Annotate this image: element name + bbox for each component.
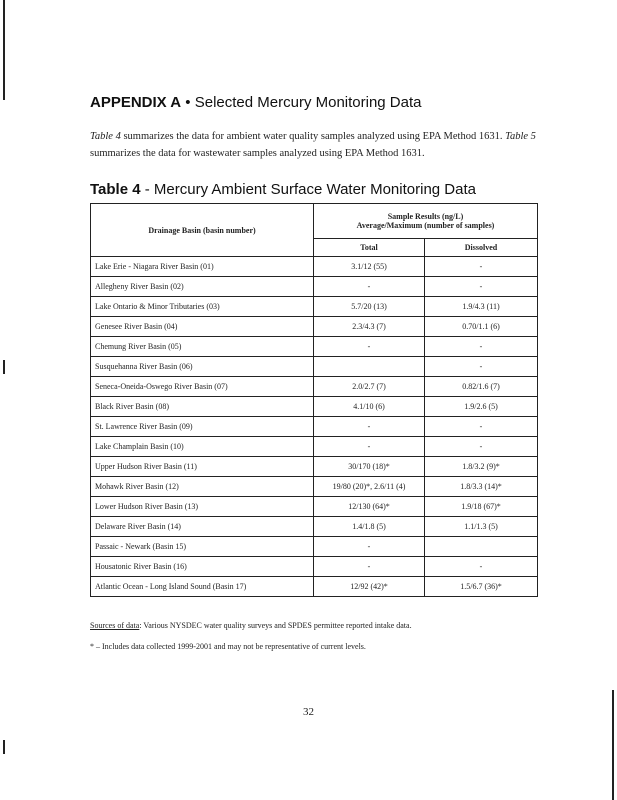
total-cell: 12/92 (42)* <box>314 577 425 597</box>
total-cell: 19/80 (20)*, 2.6/11 (4) <box>314 477 425 497</box>
dissolved-cell: - <box>425 257 538 277</box>
intro-text-part2: summarizes the data for wastewater samples analyzed using EPA Method 1631. <box>90 148 425 159</box>
total-cell: 2.3/4.3 (7) <box>314 317 425 337</box>
sources-label: Sources of data <box>90 621 140 630</box>
total-cell: 2.0/2.7 (7) <box>314 377 425 397</box>
table-body <box>91 257 538 597</box>
table-row <box>91 557 538 577</box>
table-title-lead: Table 4 <box>90 181 141 198</box>
appendix-title <box>90 94 422 111</box>
dissolved-cell: - <box>425 337 538 357</box>
dissolved-cell: - <box>425 277 538 297</box>
dissolved-cell: - <box>425 557 538 577</box>
table-title-rest: - Mercury Ambient Surface Water Monitoring Data <box>140 181 476 198</box>
basin-cell: Passaic - Newark (Basin 15) <box>91 537 314 557</box>
scan-edge-tick <box>3 360 5 374</box>
basin-cell: Seneca-Oneida-Oswego River Basin (07) <box>91 377 314 397</box>
dissolved-column-header: Dissolved <box>425 239 538 257</box>
dissolved-cell: 1.9/18 (67)* <box>425 497 538 517</box>
basin-cell: Genesee River Basin (04) <box>91 317 314 337</box>
table-title <box>90 181 476 198</box>
basin-cell: Black River Basin (08) <box>91 397 314 417</box>
total-column-header: Total <box>314 239 425 257</box>
basin-cell: Lake Champlain Basin (10) <box>91 437 314 457</box>
table4-reference: Table 4 <box>90 131 121 142</box>
sources-note <box>90 621 412 630</box>
dissolved-cell: 1.9/4.3 (11) <box>425 297 538 317</box>
dissolved-cell: 0.70/1.1 (6) <box>425 317 538 337</box>
total-cell: - <box>314 537 425 557</box>
total-cell: - <box>314 277 425 297</box>
sample-results-header-line1: Sample Results (ng/L) <box>387 212 464 221</box>
table-row <box>91 477 538 497</box>
sources-text: : Various NYSDEC water quality surveys and SPDES permittee reported intake data. <box>139 621 412 630</box>
basin-cell: Chemung River Basin (05) <box>91 337 314 357</box>
intro-paragraph <box>90 128 540 162</box>
dissolved-cell: - <box>425 417 538 437</box>
total-cell <box>314 357 425 377</box>
dissolved-cell: 1.1/1.3 (5) <box>425 517 538 537</box>
table-row <box>91 417 538 437</box>
basin-cell: Mohawk River Basin (12) <box>91 477 314 497</box>
page-number: 32 <box>303 706 314 718</box>
total-cell: - <box>314 417 425 437</box>
scan-edge-tick <box>3 740 5 754</box>
basin-cell: Lake Ontario & Minor Tributaries (03) <box>91 297 314 317</box>
footnote: * – Includes data collected 1999-2001 and may not be representative of current levels. <box>90 642 366 651</box>
sample-results-header <box>314 204 538 239</box>
basin-cell: Lake Erie - Niagara River Basin (01) <box>91 257 314 277</box>
table-row <box>91 357 538 377</box>
basin-cell: Delaware River Basin (14) <box>91 517 314 537</box>
mercury-data-table <box>90 203 538 597</box>
dissolved-cell: 0.82/1.6 (7) <box>425 377 538 397</box>
total-cell: - <box>314 337 425 357</box>
total-cell: 30/170 (18)* <box>314 457 425 477</box>
dissolved-cell: 1.8/3.3 (14)* <box>425 477 538 497</box>
table-row <box>91 277 538 297</box>
appendix-title-lead: APPENDIX A <box>90 94 182 111</box>
dissolved-cell: - <box>425 437 538 457</box>
table-row <box>91 257 538 277</box>
basin-cell: Upper Hudson River Basin (11) <box>91 457 314 477</box>
table-row <box>91 537 538 557</box>
basin-cell: Atlantic Ocean - Long Island Sound (Basin 17) <box>91 577 314 597</box>
table-row <box>91 317 538 337</box>
basin-cell: Housatonic River Basin (16) <box>91 557 314 577</box>
table-row <box>91 517 538 537</box>
total-cell: 1.4/1.8 (5) <box>314 517 425 537</box>
basin-cell: Susquehanna River Basin (06) <box>91 357 314 377</box>
basin-column-header: Drainage Basin (basin number) <box>91 204 314 257</box>
basin-cell: Allegheny River Basin (02) <box>91 277 314 297</box>
total-cell: 3.1/12 (55) <box>314 257 425 277</box>
dissolved-cell: 1.8/3.2 (9)* <box>425 457 538 477</box>
scan-edge-left <box>3 0 5 100</box>
total-cell: 5.7/20 (13) <box>314 297 425 317</box>
table-row <box>91 377 538 397</box>
table-row <box>91 397 538 417</box>
total-cell: - <box>314 557 425 577</box>
table-row <box>91 577 538 597</box>
table-row <box>91 497 538 517</box>
table-row <box>91 297 538 317</box>
intro-text-part1: summarizes the data for ambient water quality samples analyzed using EPA Method 1631. <box>120 131 506 142</box>
dissolved-cell: 1.5/6.7 (36)* <box>425 577 538 597</box>
total-cell: 4.1/10 (6) <box>314 397 425 417</box>
sample-results-header-line2: Average/Maximum (number of samples) <box>356 221 495 230</box>
dissolved-cell: - <box>425 357 538 377</box>
table5-reference: Table 5 <box>505 131 536 142</box>
appendix-title-rest: • Selected Mercury Monitoring Data <box>181 94 422 111</box>
dissolved-cell <box>425 537 538 557</box>
dissolved-cell: 1.9/2.6 (5) <box>425 397 538 417</box>
table-row <box>91 457 538 477</box>
total-cell: - <box>314 437 425 457</box>
table-row <box>91 437 538 457</box>
basin-cell: Lower Hudson River Basin (13) <box>91 497 314 517</box>
basin-cell: St. Lawrence River Basin (09) <box>91 417 314 437</box>
total-cell: 12/130 (64)* <box>314 497 425 517</box>
table-row <box>91 337 538 357</box>
